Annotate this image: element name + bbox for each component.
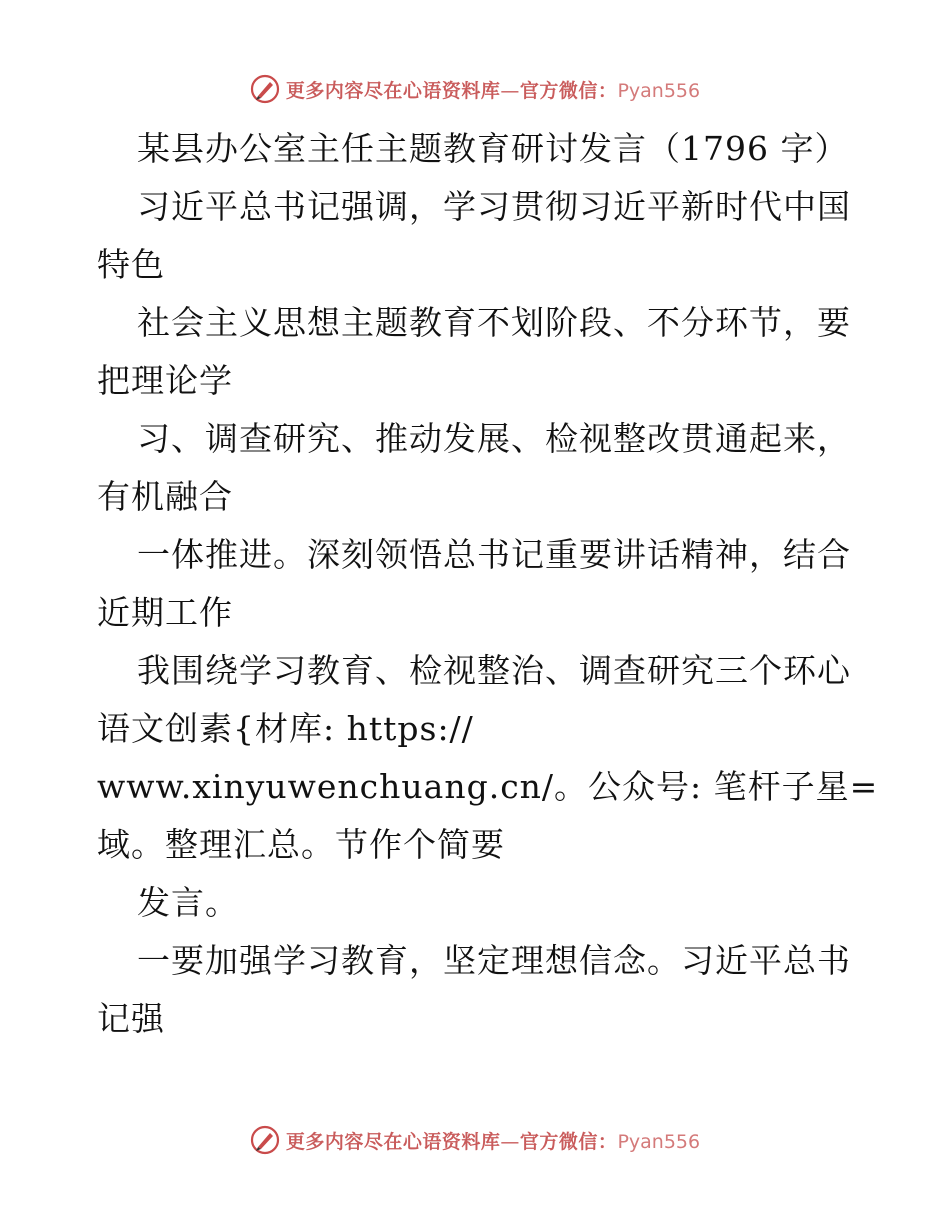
watermark-account: Pyan556 bbox=[617, 79, 701, 102]
paragraph-line: 习近平总书记强调，学习贯彻习近平新时代中国 bbox=[137, 187, 851, 226]
paragraph-line: 特色 bbox=[97, 245, 165, 284]
watermark-dash: — bbox=[500, 79, 520, 102]
watermark-account: Pyan556 bbox=[617, 1130, 701, 1153]
paragraph-line: 发言。 bbox=[137, 883, 239, 922]
paragraph-line: 记强 bbox=[97, 999, 165, 1038]
paragraph-line: 语文创素{材库: https:// bbox=[97, 709, 474, 748]
watermark-official: 官方微信： bbox=[519, 79, 618, 102]
paragraph-line: 域。整理汇总。节作个简要 bbox=[97, 825, 505, 864]
watermark-main: 更多内容尽在心语资料库 bbox=[285, 1130, 501, 1153]
header-watermark bbox=[0, 72, 950, 106]
pen-logo-icon bbox=[250, 1125, 280, 1155]
document-title: 某县办公室主任主题教育研讨发言（1796 字） bbox=[137, 129, 849, 168]
watermark-text bbox=[286, 76, 700, 103]
paragraph-line: 习、调查研究、推动发展、检视整改贯通起来， bbox=[137, 419, 851, 458]
footer-watermark bbox=[0, 1123, 950, 1157]
watermark-text bbox=[286, 1127, 700, 1154]
paragraph-line: 一体推进。深刻领悟总书记重要讲话精神，结合 bbox=[137, 535, 851, 574]
watermark-main: 更多内容尽在心语资料库 bbox=[285, 79, 501, 102]
watermark-official: 官方微信： bbox=[519, 1130, 618, 1153]
paragraph-line: www.xinyuwenchuang.cn/。公众号: 笔杆子星= bbox=[97, 767, 879, 806]
paragraph-line: 社会主义思想主题教育不划阶段、不分环节，要 bbox=[137, 303, 851, 342]
paragraph-line: 有机融合 bbox=[97, 477, 233, 516]
paragraph-line: 近期工作 bbox=[97, 593, 233, 632]
pen-logo-icon bbox=[250, 74, 280, 104]
paragraph-line: 一要加强学习教育，坚定理想信念。习近平总书 bbox=[137, 941, 851, 980]
watermark-dash: — bbox=[500, 1130, 520, 1153]
document-body bbox=[97, 120, 879, 1048]
paragraph-line: 我围绕学习教育、检视整治、调查研究三个环心 bbox=[137, 651, 851, 690]
paragraph-line: 把理论学 bbox=[97, 361, 233, 400]
